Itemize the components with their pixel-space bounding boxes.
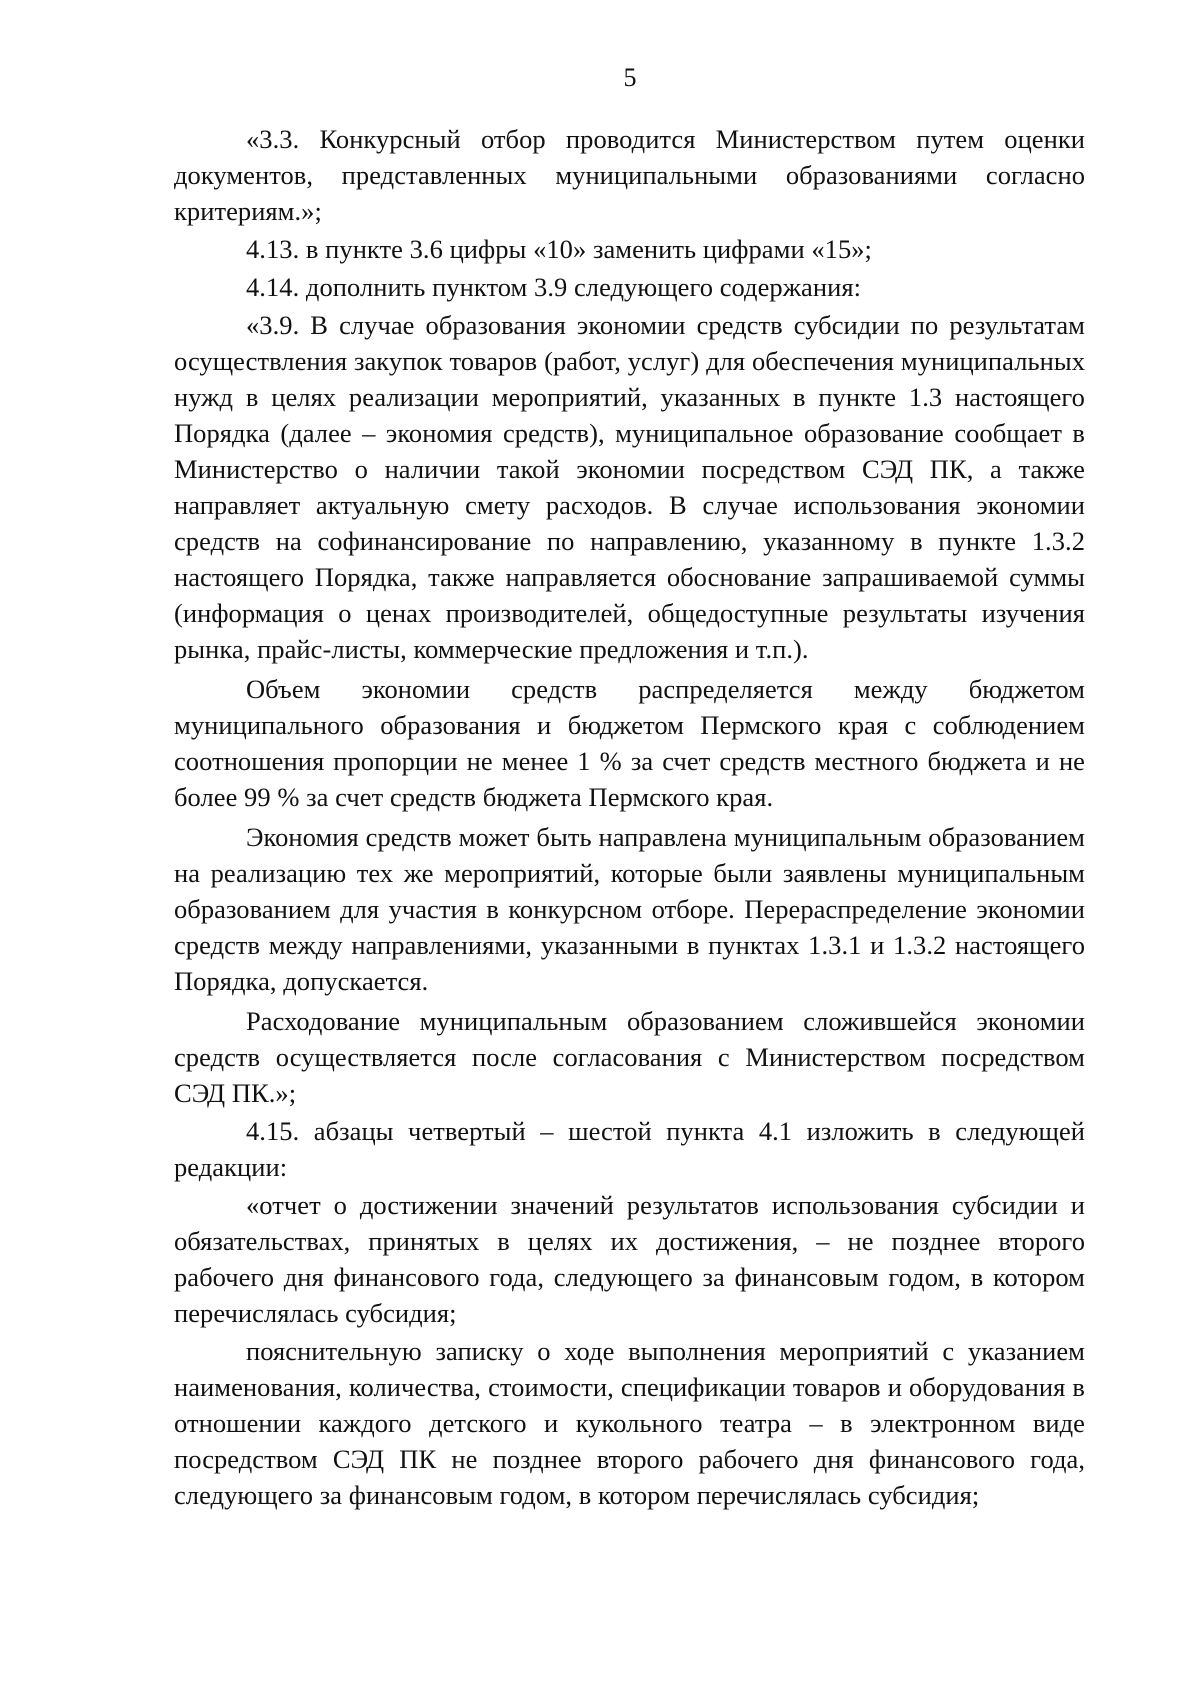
paragraph-explanatory-note: пояснительную записку о ходе выполнения мероприятий с указанием наименования, количества, стоимости, спецификации товаров и оборудования в отношении каждого детского и кукольного театра – в электронном виде посредством СЭД ПК не позднее второго рабочего дня финансового года, следующего за финансовым годом, в котором перечислялась субсидия; xyxy=(174,1336,1085,1510)
paragraph-economy-spending: Расходование муниципальным образованием сложившейся экономии средств осуществляется после согласования с Министерством посредством СЭД ПК.»; xyxy=(174,1006,1085,1108)
document-body xyxy=(174,121,1085,1515)
paragraph-economy-volume: Объем экономии средств распределяется между бюджетом муниципального образования и бюджетом Пермского края с соблюдением соотношения пропорции не менее 1 % за счет средств местного бюджета и не более 99 % за счет средств бюджета Пермского края. xyxy=(174,674,1085,812)
paragraph-3-3: «3.3. Конкурсный отбор проводится Министерством путем оценки документов, представленных муниципальными образованиями согласно критериям.»; xyxy=(174,124,1085,226)
paragraph-report: «отчет о достижении значений результатов использования субсидии и обязательствах, принятых в целях их достижения, – не позднее второго рабочего дня финансового года, следующего за финансовым годом, в котором перечислялась субсидия; xyxy=(174,1190,1085,1328)
paragraph-4-14: 4.14. дополнить пунктом 3.9 следующего содержания: xyxy=(246,272,861,302)
paragraph-economy-direction: Экономия средств может быть направлена муниципальным образованием на реализацию тех же мероприятий, которые были заявлены муниципальным образованием для участия в конкурсном отборе. Перераспределение экономии средств между направлениями, указанными в пунктах 1.3.1 и 1.3.2 настоящего Порядка, допускается. xyxy=(174,822,1085,996)
paragraph-3-9: «3.9. В случае образования экономии средств субсидии по результатам осуществления закупок товаров (работ, услуг) для обеспечения муниципальных нужд в целях реализации мероприятий, указанных в пункте 1.3 настоящего Порядка (далее – экономия средств), муниципальное образование сообщает в Министерство о наличии такой экономии посредством СЭД ПК, а также направляет актуальную смету расходов. В случае использования экономии средств на софинансирование по направлению, указанному в пункте 1.3.2 настоящего Порядка, также направляется обоснование запрашиваемой суммы (информация о ценах производителей, общедоступные результаты изучения рынка, прайс-листы, коммерческие предложения и т.п.). xyxy=(174,310,1085,664)
page-number: 5 xyxy=(623,63,637,92)
paragraph-4-15: 4.15. абзацы четвертый – шестой пункта 4.1 изложить в следующей редакции: xyxy=(174,1116,1085,1182)
paragraph-4-13: 4.13. в пункте 3.6 цифры «10» заменить цифрами «15»; xyxy=(246,234,872,264)
